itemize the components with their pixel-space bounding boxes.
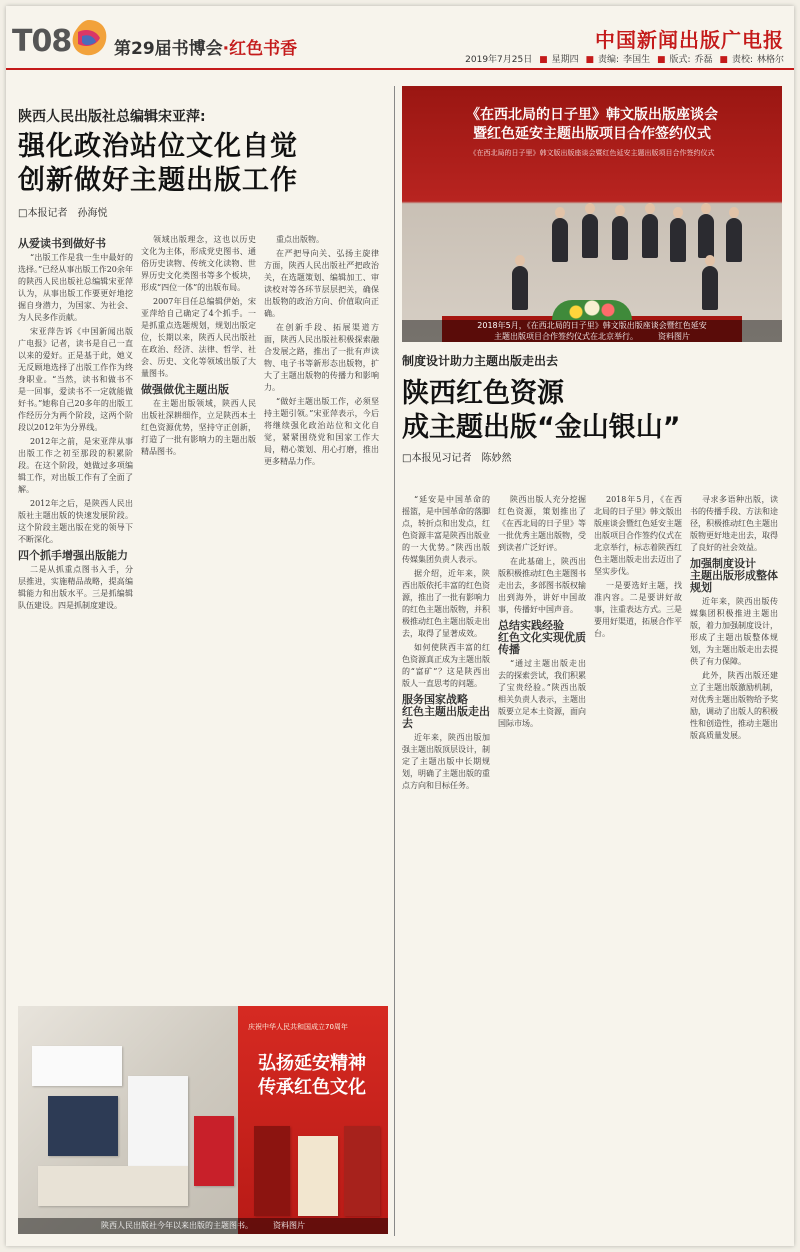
- right-column-2: [498, 494, 586, 1236]
- paragraph: 在创新手段、拓展渠道方面，陕西人民出版社积极探索融合发展之路，推出了一批有声读物、电子书等新形态出版物，扩大了主题出版物的传播力和影响力。: [264, 323, 379, 392]
- book-stack: [128, 1076, 188, 1166]
- caption-line1: 2018年5月，《在西北局的日子里》韩文版出版座谈会暨红色延安: [477, 321, 707, 330]
- signing-ceremony-photo: [402, 86, 782, 342]
- paragraph: “出版工作是我一生中最好的选择。”已经从事出版工作20余年的陕西人民出版社总编辑宋亚萍认为，从事出版工作要更好地挖掘自身潜力，为国家、为社会、为人民多作贡献。: [18, 253, 133, 322]
- person: [582, 214, 598, 258]
- person: [726, 218, 742, 262]
- photo-caption: 陕西人民出版社今年以来出版的主题图书。 资料图片: [18, 1218, 388, 1234]
- book-stack: [254, 1126, 290, 1216]
- left-byline: □本报记者 孙海悦: [18, 208, 108, 219]
- left-section-title: 从爱读书到做好书: [18, 237, 106, 250]
- backdrop-subtitle: 《在西北局的日子里》韩文版出版座谈会暨红色延安主题出版项目合作签约仪式: [469, 149, 715, 157]
- section-title-line: 加强制度设计: [690, 557, 756, 570]
- right-headline: [402, 377, 782, 445]
- editor-label: 责编:: [598, 55, 620, 65]
- fair-theme: 红色书香: [229, 39, 298, 59]
- book-fair-logo-icon: [66, 16, 112, 62]
- book-stack: [298, 1136, 338, 1216]
- right-section-title: [498, 620, 586, 656]
- banner-line1: 弘扬延安精神: [258, 1053, 366, 1074]
- meta-square-icon: ■: [719, 55, 728, 65]
- paragraph: 近年来，陕西出版传媒集团积极推进主题出版，着力加强制度设计，形成了主题出版整体规划，为主题出版走出去提供了有力保障。: [690, 597, 778, 666]
- book-stack: [194, 1116, 234, 1186]
- page-number: T08: [12, 24, 72, 59]
- proof-label: 责校:: [731, 55, 753, 65]
- paragraph: 在此基础上，陕西出版积极推动红色主题图书走出去，多部图书版权输出到海外，讲好中国故事，传播好中国声音。: [498, 557, 586, 614]
- proof-name: 林格尔: [756, 55, 784, 65]
- backdrop-title-line1: 《在西北局的日子里》韩文版出版座谈会: [466, 107, 718, 123]
- right-column-3: [594, 494, 682, 1236]
- right-article-head: [402, 352, 782, 464]
- paragraph: 2012年之前，是宋亚萍从事出版工作之初至那段的积累阶段。在这个阶段，她做过多项编辑工作，对出版工作有了全面了解。: [18, 437, 133, 494]
- fair-prefix: 第29届书博会: [114, 39, 223, 59]
- person: [512, 266, 528, 310]
- book-stack: [344, 1126, 380, 1216]
- meta-square-icon: ■: [585, 55, 595, 65]
- left-headline: [18, 130, 388, 198]
- left-column-3: [264, 234, 379, 994]
- masthead: 中国新闻出版广电报: [595, 28, 784, 52]
- newspaper-page: [6, 6, 794, 1246]
- banner-text: [258, 1052, 378, 1100]
- banner-small-text: 庆祝中华人民共和国成立70周年: [248, 1023, 348, 1031]
- book-stack: [32, 1046, 122, 1086]
- right-headline-line1: 陕西红色资源: [402, 378, 564, 409]
- section-title-line: 红色主题出版走出去: [402, 705, 490, 730]
- section-title-line: 服务国家战略: [402, 693, 468, 706]
- paragraph: 2007年目任总编辑伊始，宋亚萍给自己确定了4个抓手。一是抓重点选题规划，规划出版定位，长期以来，陕西人民出版社在政治、经济、法律、哲学、社会、历史、文化等领域出版了大量图书。: [141, 297, 256, 378]
- right-section-title: [690, 558, 778, 594]
- paragraph: 寻求多语种出版，读书的传播手段、方法和途径，积极推动红色主题出版物更好地走出去，取得了良好的社会效益。: [690, 495, 778, 552]
- banner-line2: 传承红色文化: [258, 1077, 366, 1098]
- book-stack: [38, 1166, 188, 1206]
- left-column-2: [141, 234, 256, 994]
- page-header: [6, 6, 794, 70]
- paragraph: 宋亚萍告诉《中国新闻出版广电报》记者，读书是自己一直以来的爱好。正是基于此，她义无反顾地选择了出版工作作为终身职业。“当然，读书和做书不是一回事，爱读书不一定就能做好书。”她称自己20多年的出版工作经历分为两个阶段，这两个阶段以2012年为分界线。: [18, 327, 133, 432]
- backdrop-title-line2: 暨红色延安主题出版项目合作签约仪式: [473, 126, 711, 142]
- left-section-title: 四个抓手增强出版能力: [18, 549, 128, 562]
- paragraph: 重点出版物。: [276, 235, 324, 244]
- section-title-line: 总结实践经验: [498, 619, 564, 632]
- paragraph: “延安是中国革命的摇篮，是中国革命的落脚点，转折点和出发点，红色资源丰富是陕西出版业的一大优势。”陕西出版传媒集团负责人表示。: [402, 495, 490, 564]
- layout-label: 版式:: [669, 55, 691, 65]
- paragraph: 据介绍，近年来，陕西出版依托丰富的红色资源，推出了一批有影响力的红色主题出版物，并积极推动红色主题出版走出去，取得了显著成效。: [402, 569, 490, 638]
- issue-meta: [461, 52, 784, 65]
- issue-weekday: 星期四: [551, 55, 579, 65]
- left-headline-line2: 创新做好主题出版工作: [18, 165, 298, 196]
- book-display-photo: [18, 1006, 388, 1234]
- person: [552, 218, 568, 262]
- right-headline-line2: 成主题出版“金山银山”: [402, 412, 681, 443]
- photo-caption: [402, 320, 782, 342]
- header-rule: [6, 68, 794, 70]
- meta-square-icon: ■: [656, 55, 666, 65]
- column-divider: [394, 86, 395, 1236]
- section-title-line: 主题出版形成整体规划: [690, 569, 778, 594]
- section-title-line: 红色文化实现优质传播: [498, 631, 586, 656]
- right-article-body: [402, 494, 778, 1236]
- paragraph: “通过主题出版走出去的探索尝试，我们积累了宝贵经验。”陕西出版相关负责人表示，主题出版要立足本土资源，面向国际市场。: [498, 659, 586, 728]
- left-headline-line1: 强化政治站位文化自觉: [18, 131, 298, 162]
- paragraph: 2012年之后，是陕西人民出版社主题出版的快速发展阶段。这个阶段主题出版在党的领导下不断深化。: [18, 499, 133, 544]
- meta-square-icon: ■: [539, 55, 548, 65]
- paragraph: 陕西出版人充分挖掘红色资源，策划推出了《在西北局的日子里》等一批优秀主题出版物，受到读者广泛好评。: [498, 495, 586, 552]
- paragraph: 如何使陕西丰富的红色资源真正成为主题出版的“富矿”？这是陕西出版人一直思考的问题。: [402, 643, 490, 688]
- paragraph: 二是从抓重点图书入手，分层推进，实施精品战略，提高编辑能力和出版水平。三是抓编辑队伍建设。四是抓制度建设。: [18, 565, 133, 610]
- promo-banner: [238, 1006, 388, 1234]
- right-column-1: [402, 494, 490, 1236]
- person: [642, 214, 658, 258]
- right-byline: □本报见习记者 陈妙然: [402, 453, 512, 464]
- book-stack: [48, 1096, 118, 1156]
- issue-date: 2019年7月25日: [465, 55, 533, 65]
- layout-name: 乔磊: [694, 55, 713, 65]
- fair-title: [114, 34, 297, 59]
- left-article-body: [18, 234, 379, 994]
- left-column-1: [18, 234, 133, 994]
- editor-name: 李国生: [623, 55, 651, 65]
- left-article-head: [18, 106, 388, 219]
- right-column-4: [690, 494, 778, 1236]
- left-section-title: 做强做优主题出版: [141, 383, 229, 396]
- right-section-title: [402, 694, 490, 730]
- left-kicker: 陕西人民出版社总编辑宋亚萍:: [18, 109, 206, 125]
- person: [612, 216, 628, 260]
- flower-arrangement: [552, 300, 632, 320]
- paragraph: 在严把导向关、弘扬主旋律方面，陕西人民出版社严把政治关，在选题策划、编辑加工、审读校对等各环节层层把关，确保出版物的政治方向、价值取向正确。: [264, 249, 379, 318]
- person: [670, 218, 686, 262]
- backdrop-title: [402, 106, 782, 144]
- person: [698, 214, 714, 258]
- paragraph: 领域出版理念，这也以历史文化为主体，形成党史图书、通俗历史读物、传统文化读物、世界历史文化类图书等多个板块，形成“四位一体”的出版布局。: [141, 235, 256, 292]
- person: [702, 266, 718, 310]
- paragraph: 在主题出版领域，陕西人民出版社深耕细作，立足陕西本土红色资源优势，坚持守正创新，打造了一批有影响力的主题出版精品图书。: [141, 399, 256, 456]
- paragraph: 2018年5月，《在西北局的日子里》韩文版出版座谈会暨红色延安主题出版项目合作签约仪式在北京举行，标志着陕西红色主题出版走出去迈出了坚实步伐。: [594, 495, 682, 576]
- caption-line2: 主题出版项目合作签约仪式在北京举行。 资料图片: [494, 332, 690, 341]
- paragraph: 一是要选好主题，找准内容。二是要讲好故事，注重表达方式。三是要用好渠道，拓展合作平台。: [594, 581, 682, 638]
- right-kicker: 制度设计助力主题出版走出去: [402, 354, 559, 368]
- paragraph: 此外，陕西出版还建立了主题出版激励机制，对优秀主题出版物给予奖励，调动了出版人的积极性和创造性，推动主题出版高质量发展。: [690, 671, 778, 740]
- paragraph: “做好主题出版工作，必须坚持主题引领。”宋亚萍表示，今后将继续强化政治站位和文化自觉，紧紧围绕党和国家工作大局，精心策划、用心打磨，推出更多精品力作。: [264, 397, 379, 466]
- paragraph: 近年来，陕西出版加强主题出版顶层设计，制定了主题出版中长期规划，明确了主题出版的重点方向和目标任务。: [402, 733, 490, 790]
- title-dot: ·: [222, 39, 230, 59]
